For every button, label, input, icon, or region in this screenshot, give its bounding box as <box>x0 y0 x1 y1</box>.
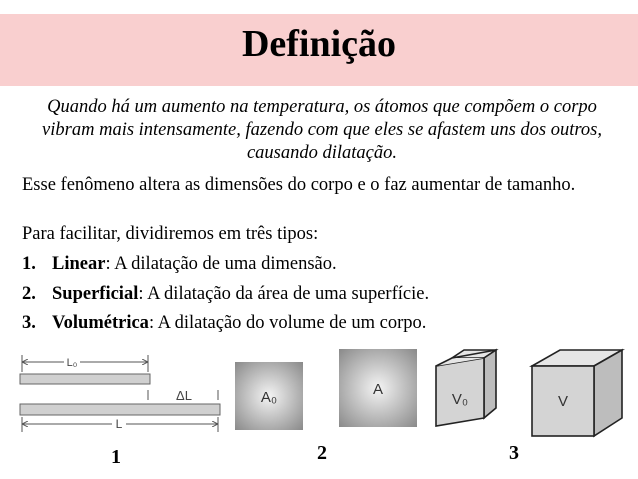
a-label: A <box>372 381 384 398</box>
l0-label: L₀ <box>66 357 78 369</box>
paragraph-types: Para facilitar, dividiremos em três tipos: <box>22 224 319 244</box>
list-number: 2. <box>22 284 36 304</box>
list-description: : A dilatação do volume de um corpo. <box>148 313 427 333</box>
figure-number-2: 2 <box>317 442 327 464</box>
v0-label: V₀ <box>451 391 469 408</box>
list-item <box>22 283 429 306</box>
cube-v0 <box>436 350 496 426</box>
list-term: Volumétrica <box>52 313 149 333</box>
list-term: Superficial <box>52 284 139 304</box>
list-number: 3. <box>22 313 36 333</box>
cube-v <box>532 350 622 436</box>
long-bar <box>20 404 220 415</box>
volume-expansion-figure <box>432 348 628 440</box>
list-item <box>22 253 337 276</box>
list-description: : A dilatação da área de uma superfície. <box>138 284 430 304</box>
intro-text: Quando há um aumento na temperatura, os átomos que compõem o corpo vibram mais intensamente, fazendo com que eles se afastem uns dos outros, causando dilatação. <box>42 97 602 163</box>
v-label: V <box>557 393 569 410</box>
list-item <box>22 312 426 335</box>
paragraph-effect: Esse fenômeno altera as dimensões do corpo e o faz aumentar de tamanho. <box>22 175 576 195</box>
figure-number-3: 3 <box>509 442 519 464</box>
short-bar <box>20 374 150 384</box>
l-label: L <box>115 417 123 431</box>
list-term: Linear <box>52 254 106 274</box>
list-description: : A dilatação de uma dimensão. <box>105 254 337 274</box>
delta-l-label: ΔL <box>176 388 192 403</box>
a0-label: A₀ <box>260 389 278 406</box>
figure-number-1: 1 <box>111 446 121 468</box>
page-title: Definição <box>241 23 397 65</box>
list-number: 1. <box>22 254 36 274</box>
surface-expansion-figure <box>232 348 422 438</box>
linear-expansion-figure <box>14 352 234 440</box>
